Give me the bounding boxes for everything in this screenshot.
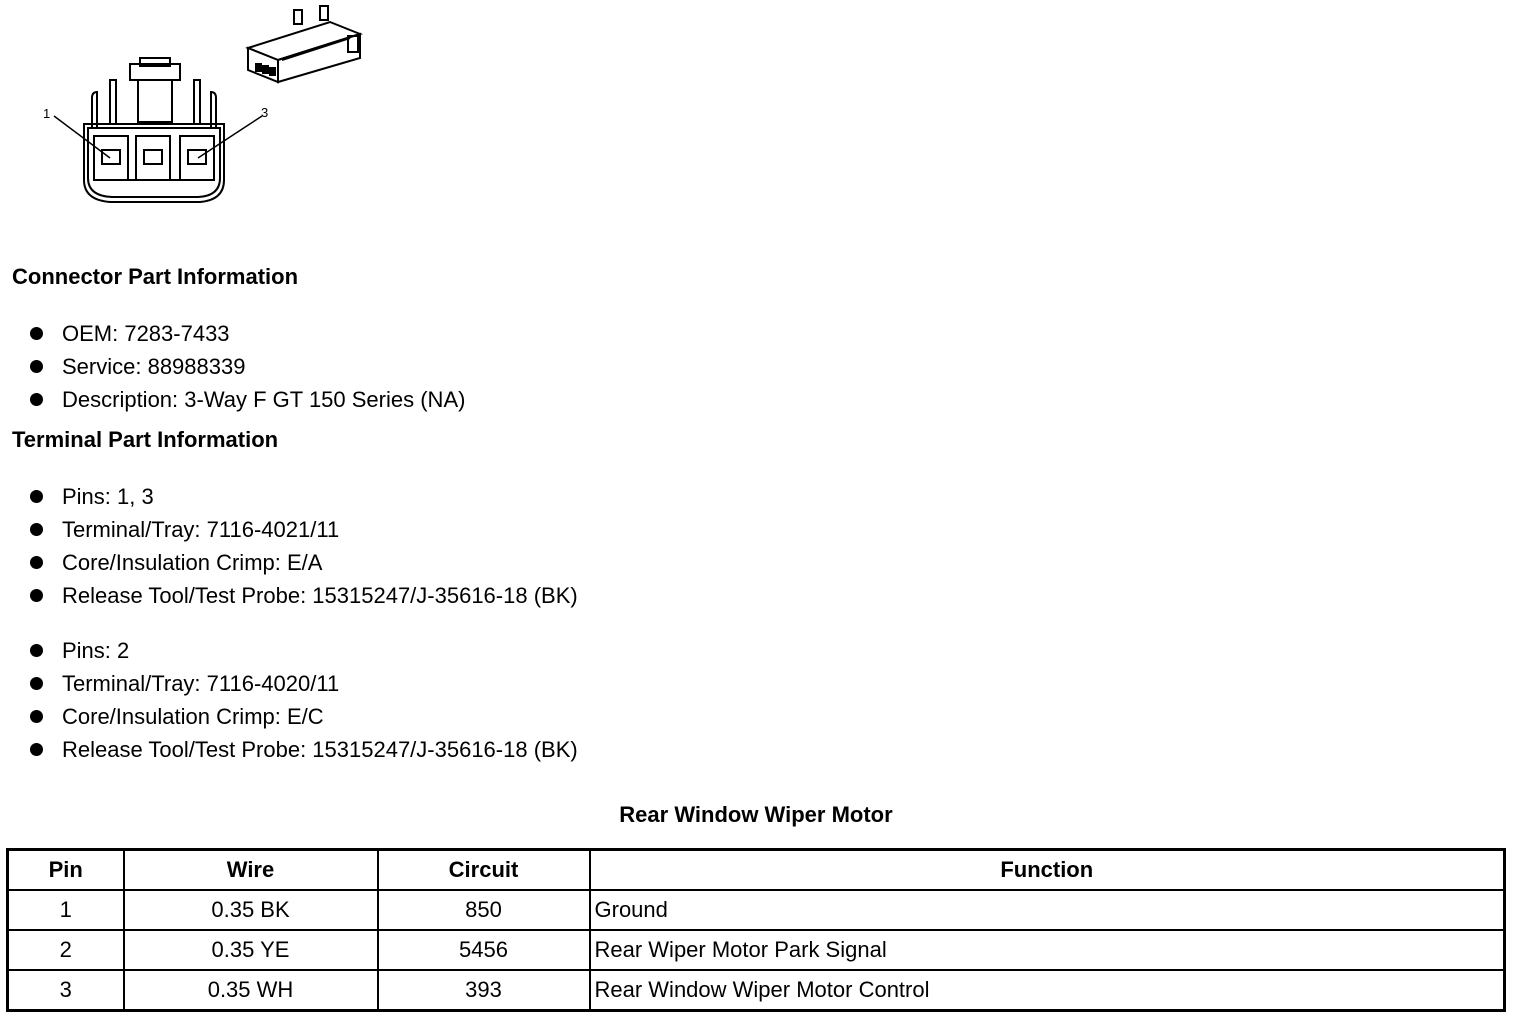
list-item: OEM: 7283-7433	[30, 317, 465, 350]
column-header-circuit: Circuit	[378, 850, 590, 891]
pinout-table	[6, 848, 1506, 1012]
list-item: Pins: 2	[30, 634, 578, 667]
list-item: Service: 88988339	[30, 350, 465, 383]
table-row	[8, 970, 1505, 1011]
circuit-cell: 850	[378, 890, 590, 930]
function-cell: Rear Window Wiper Motor Control	[590, 970, 1505, 1011]
list-item: Core/Insulation Crimp: E/C	[30, 700, 578, 733]
column-header-function: Function	[590, 850, 1505, 891]
table-title: Rear Window Wiper Motor	[619, 802, 893, 827]
list-item: Core/Insulation Crimp: E/A	[30, 546, 578, 579]
bullet-icon	[30, 360, 43, 373]
circuit-cell: 393	[378, 970, 590, 1011]
function-cell: Rear Wiper Motor Park Signal	[590, 930, 1505, 970]
bullet-icon	[30, 556, 43, 569]
list-item: Terminal/Tray: 7116-4020/11	[30, 667, 578, 700]
list-item: Terminal/Tray: 7116-4021/11	[30, 513, 578, 546]
circuit-cell: 5456	[378, 930, 590, 970]
callout-1: 1	[43, 106, 51, 121]
connector-3d-view	[248, 6, 360, 82]
bullet-icon	[30, 710, 43, 723]
connector-part-info-heading: Connector Part Information	[12, 264, 299, 289]
terminal-group-1-list	[30, 480, 578, 612]
bullet-icon	[30, 677, 43, 690]
wire-cell: 0.35 YE	[124, 930, 378, 970]
terminal-part-info-heading: Terminal Part Information	[12, 427, 279, 452]
bullet-icon	[30, 490, 43, 503]
connector-front-view	[84, 58, 224, 202]
connector-part-info-list	[30, 317, 465, 416]
pin-cell: 3	[8, 970, 124, 1011]
column-header-wire: Wire	[124, 850, 378, 891]
table-row	[8, 930, 1505, 970]
pin-cell: 2	[8, 930, 124, 970]
list-item: Description: 3-Way F GT 150 Series (NA)	[30, 383, 465, 416]
callout-3: 3	[261, 105, 269, 120]
bullet-icon	[30, 743, 43, 756]
terminal-group-2-list	[30, 634, 578, 766]
list-item: Pins: 1, 3	[30, 480, 578, 513]
list-item: Release Tool/Test Probe: 15315247/J-35616-18 (BK)	[30, 579, 578, 612]
pin-cell: 1	[8, 890, 124, 930]
connector-diagram	[30, 0, 370, 215]
wire-cell: 0.35 BK	[124, 890, 378, 930]
bullet-icon	[30, 589, 43, 602]
wire-cell: 0.35 WH	[124, 970, 378, 1011]
table-row	[8, 890, 1505, 930]
function-cell: Ground	[590, 890, 1505, 930]
bullet-icon	[30, 644, 43, 657]
table-header-row	[8, 850, 1505, 891]
bullet-icon	[30, 393, 43, 406]
bullet-icon	[30, 523, 43, 536]
list-item: Release Tool/Test Probe: 15315247/J-35616-18 (BK)	[30, 733, 578, 766]
bullet-icon	[30, 327, 43, 340]
column-header-pin: Pin	[8, 850, 124, 891]
